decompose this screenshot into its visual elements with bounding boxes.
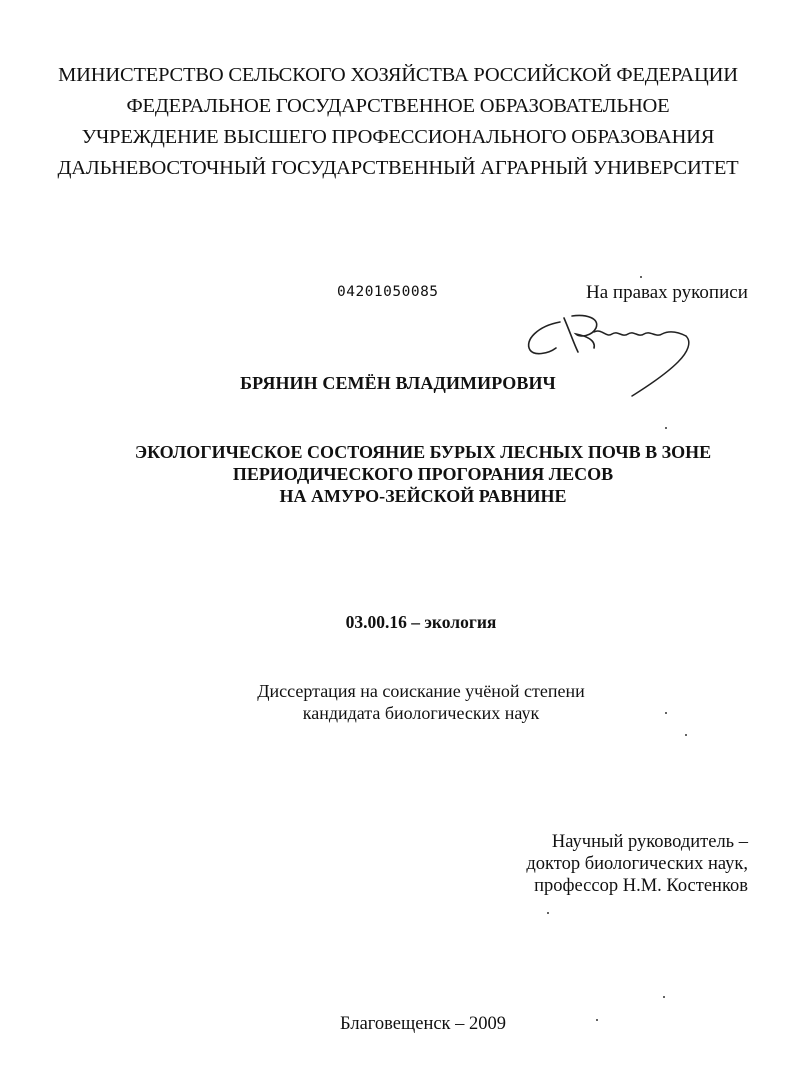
supervisor-block	[526, 831, 748, 897]
header-line-federal: ФЕДЕРАЛЬНОЕ ГОСУДАРСТВЕННОЕ ОБРАЗОВАТЕЛЬНОЕ	[126, 95, 670, 117]
title-line-2: ПЕРИОДИЧЕСКОГО ПРОГОРАНИЯ ЛЕСОВ	[232, 464, 614, 484]
supervisor-line-3: профессор Н.М. Костенков	[534, 876, 748, 896]
degree-line-1: Диссертация на соискание учёной степени	[257, 681, 585, 701]
scan-speck	[596, 1019, 598, 1021]
header-line-ministry: МИНИСТЕРСТВО СЕЛЬСКОГО ХОЗЯЙСТВА РОССИЙСКОЙ ФЕДЕРАЦИИ	[58, 64, 738, 86]
specialty-code: 03.00.16 – экология	[345, 612, 497, 632]
title-line-3: НА АМУРО-ЗЕЙСКОЙ РАВНИНЕ	[279, 486, 567, 506]
manuscript-note: На правах рукописи	[586, 282, 748, 303]
supervisor-line-2: доктор биологических наук,	[526, 854, 748, 874]
supervisor-line-1: Научный руководитель –	[551, 832, 748, 852]
registry-number: 04201050085	[337, 284, 439, 300]
scan-speck	[685, 734, 687, 736]
scan-speck	[640, 276, 642, 278]
scan-speck	[665, 427, 667, 429]
institution-header	[0, 60, 796, 184]
scan-speck	[665, 712, 667, 714]
header-line-university: ДАЛЬНЕВОСТОЧНЫЙ ГОСУДАРСТВЕННЫЙ АГРАРНЫЙ УНИВЕРСИТЕТ	[57, 157, 739, 179]
header-line-institution: УЧРЕЖДЕНИЕ ВЫСШЕГО ПРОФЕССИОНАЛЬНОГО ОБРАЗОВАНИЯ	[81, 126, 715, 148]
author-name: БРЯНИН СЕМЁН ВЛАДИМИРОВИЧ	[240, 373, 556, 393]
city-year: Благовещенск – 2009	[339, 1014, 507, 1034]
title-line-1: ЭКОЛОГИЧЕСКОЕ СОСТОЯНИЕ БУРЫХ ЛЕСНЫХ ПОЧВ В ЗОНЕ	[134, 442, 712, 462]
scan-speck	[663, 996, 665, 998]
degree-line-2: кандидата биологических наук	[302, 703, 540, 723]
dissertation-title	[0, 441, 796, 507]
degree-statement	[0, 680, 796, 724]
scan-speck	[547, 912, 549, 914]
